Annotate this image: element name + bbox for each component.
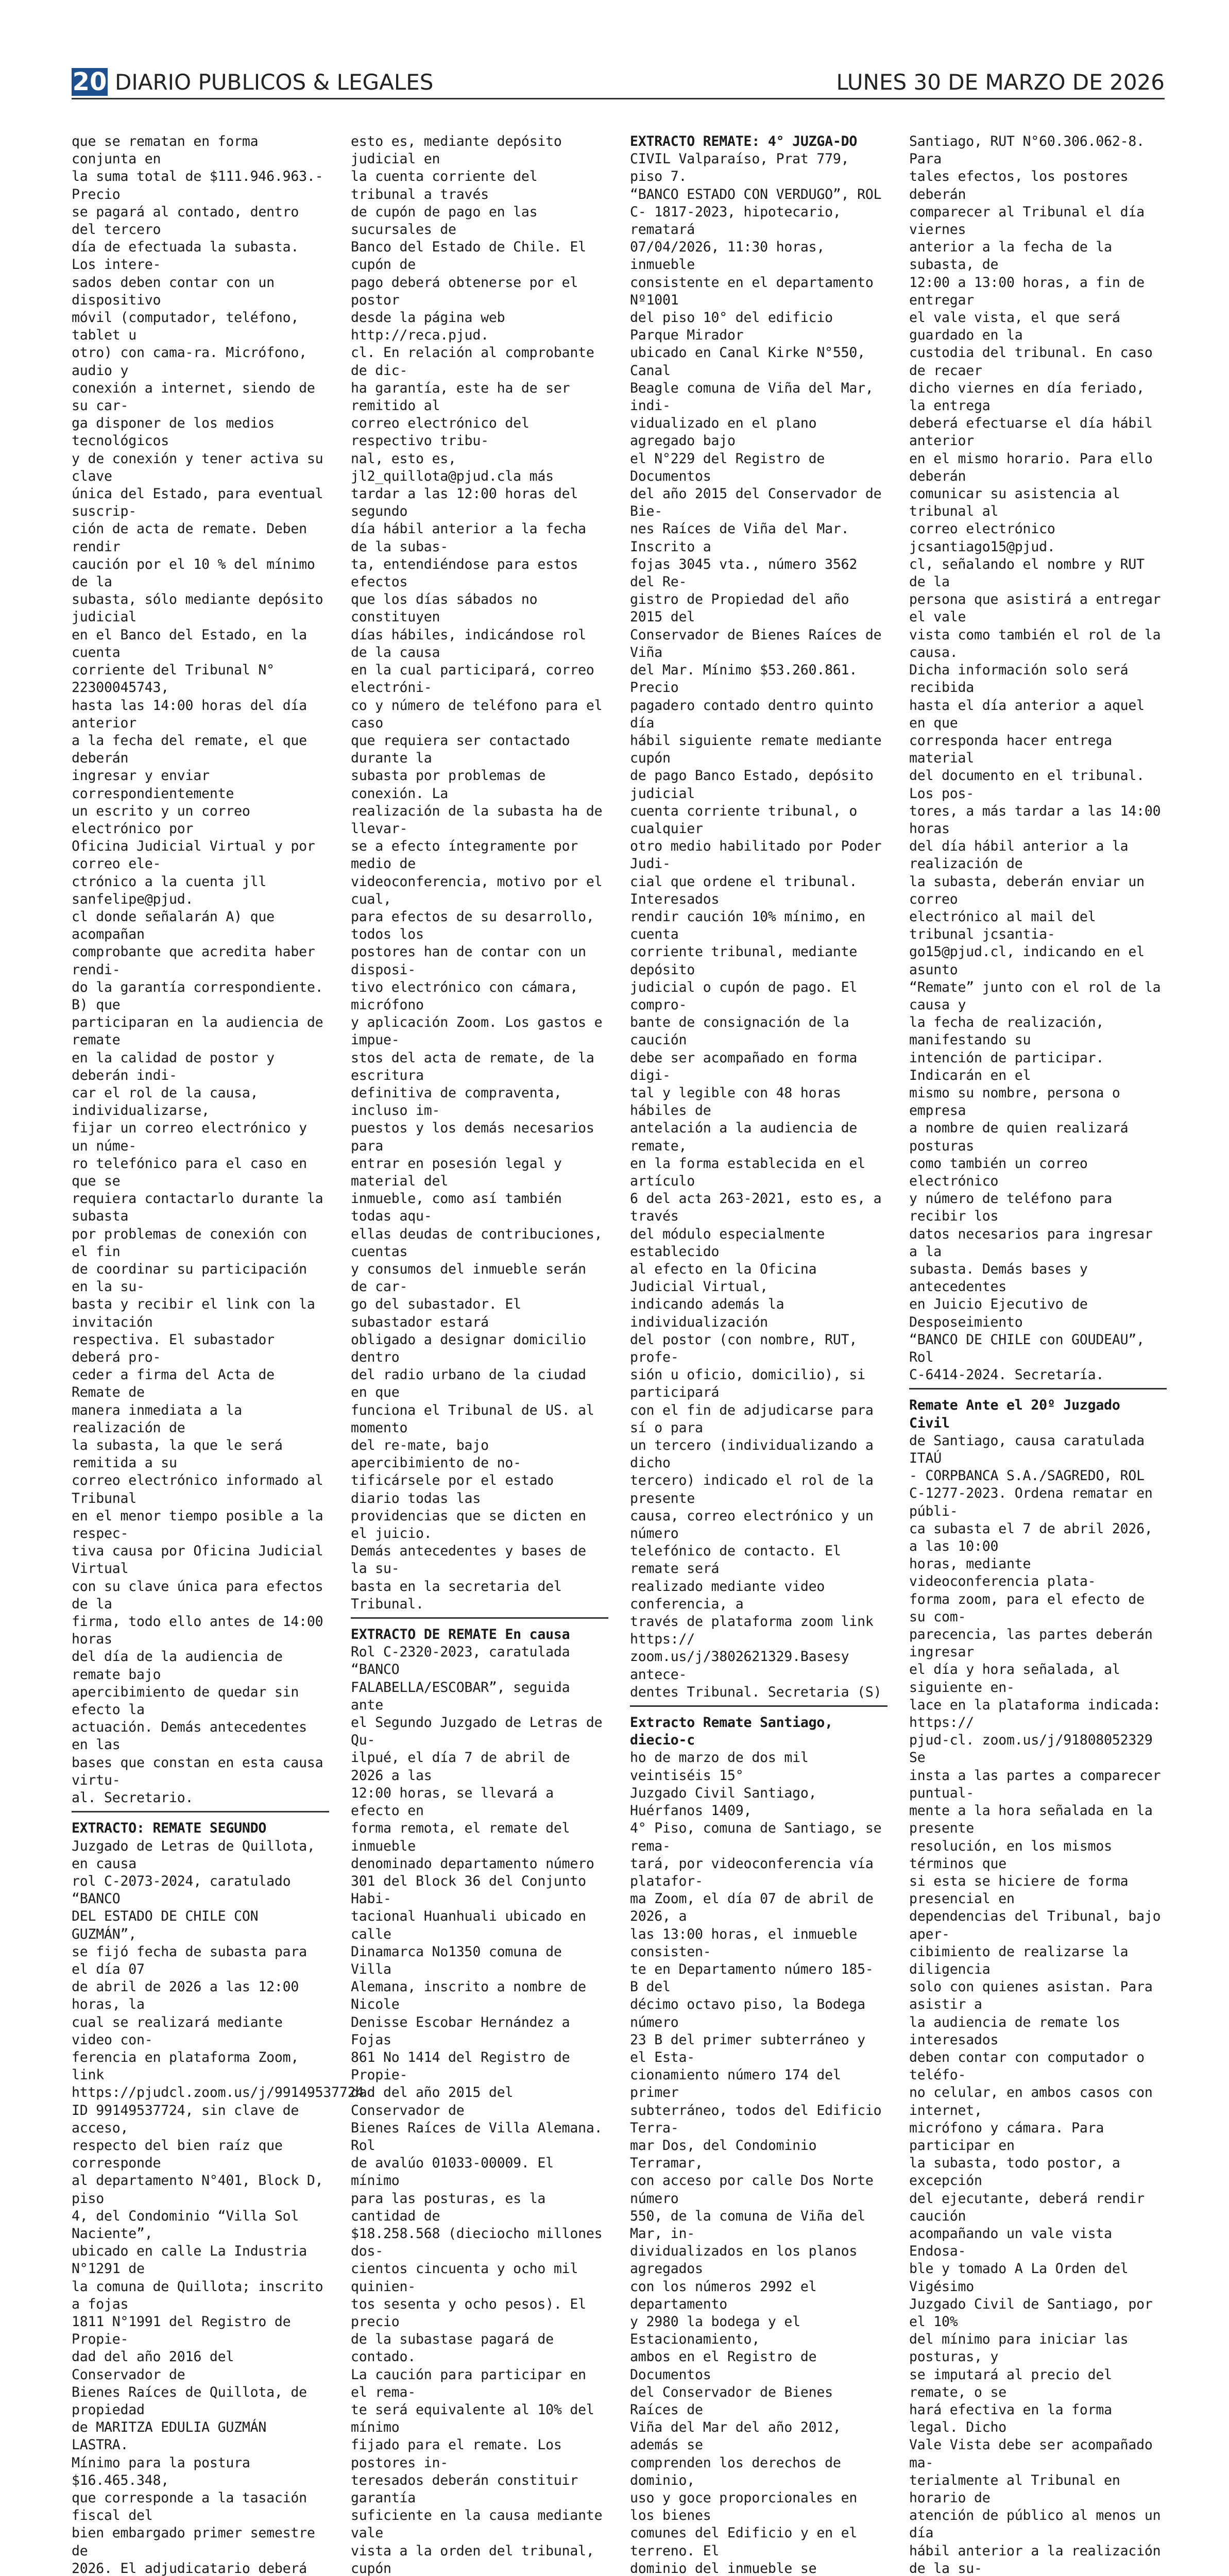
notice-continuation [351,133,608,1613]
notice-body: de Santiago, causa caratulada ITAÚ - CORPBANCA S.A./SAGREDO, ROL C-1277-2023. Ordena rematar en públi- ca subasta el 7 de abril 2026, a las 10:00 horas, mediante videoconferencia plata- forma zoom, para el efecto de su com- parecencia, las partes deberán ingresar el día y hora señalada, al siguiente en- lace en la plataforma indicada: https:// pjud-cl. zoom.us/j/91808052329 Se insta a las partes a comparecer puntual- mente a la hora señalada en la presente resolución, en los mismos términos que si esta se hiciere de forma presencial en dependencias del Tribunal, bajo aper- cibimiento de realizarse la diligencia solo con quienes asistan. Para asistir a la audiencia de remate los interesados deben contar con computador o teléfo- no celular, en ambos casos con internet, micrófono y cámara. Para participar en la subasta, todo postor, a excepción del ejecutante, deberá rendir caución acompañando un vale vista Endosa- ble y tomado A La Orden del Vigésimo Juzgado Civil de Santiago, por el 10% del mínimo para iniciar las posturas, y se imputará al precio del remate, o se hará efectiva en la forma legal. Dicho Vale Vista debe ser acompañado ma- terialmente al Tribunal en horario de atención de público al menos un día hábil anterior a la realización de la su- [909,1433,1160,2576]
notice-body: que se rematan en forma conjunta en la suma total de $111.946.963.- Precio se pagará al contado, dentro del tercero día de efectuada la subasta. Los intere- sados deben contar con un dispositivo móvil (computador, teléfono, tablet u otro) con cama-ra. Micrófono, audio y conexión a internet, siendo de su car- ga disponer de los medios tecnológicos y de conexión y tener activa su clave única del Estado, para eventual suscrip- ción de acta de remate. Deben rendir caución por el 10 % del mínimo de la subasta, sólo mediante depósito judicial en el Banco del Estado, en la cuenta corriente del Tribunal N° 22300045743, hasta las 14:00 horas del día anterior a la fecha del remate, el que deberán ingresar y enviar correspondientemente un escrito y un correo electrónico por Oficina Judicial Virtual y por correo ele- ctrónico a la cuenta jll sanfelipe@pjud. cl donde señalarán A) que acompañan comprobante que acredita haber rendi- do la garantía correspondiente. B) que participaran en la audiencia de remate en la calidad de postor y deberán indi- car el rol de la causa, individualizarse, fijar un correo electrónico y un núme- ro telefónico para el caso en que se requiera contactarlo durante la subasta por problemas de conexión con el fin de coordinar su participación en la su- basta y recibir el link con la invitación respectiva. El subastador deberá pro- ceder a firma del Acta de Remate de manera inmediata a la realización de la subasta, la que le será remitida a su correo electrónico informado al Tribunal en el menor tiempo posible a la respec- tiva causa por Oficina Judicial Virtual con su clave única para efectos de la firma, todo ello antes de 14:00 horas del día de la audiencia de remate bajo apercibimiento de quedar sin efecto la actuación. Demás antecedentes en las bases que constan en esta causa virtu- al. Secretario. [72,133,323,1806]
notice-body: Rol C-2320-2023, caratulada “BANCO FALABELLA/ESCOBAR”, seguida ante el Segundo Juzgado de Letras de Qu- ilpué, el día 7 de abril de 2026 a las 12:00 horas, se llevará a efecto en forma remota, el remate del inmueble denominado departamento número 301 del Block 36 del Conjunto Habi- tacional Huanhuali ubicado en calle Dinamarca No1350 comuna de Villa Alemana, inscrito a nombre de Nicole Denisse Escobar Hernández a Fojas 861 No 1414 del Registro de Propie- dad del año 2015 del Conservador de Bienes Raíces de Villa Alemana. Rol de avalúo 01033-00009. El mínimo para las posturas, es la cantidad de $18.258.568 (dieciocho millones dos- cientos cincuenta y ocho mil quinien- tos sesenta y ocho pesos). El precio de la subastase pagará de contado. La caución para participar en el rema- te será equivalente al 10% del mínimo fijado para el remate. Los postores in- teresados deberán constituir garantía suficiente en la causa mediante vale vista a la orden del tribunal, cupón [351,1644,602,2576]
notice-continuation [72,133,329,1807]
notice-continuation [909,133,1167,1384]
notice-title: EXTRACTO: REMATE SEGUNDO [72,1820,266,1836]
notice-body: ho de marzo de dos mil veintiséis 15° Juzgado Civil Santiago, Huérfanos 1409, 4° Piso, comuna de Santiago, se rema- tará, por videoconferencia vía platafor- ma Zoom, el día 07 de abril de 2026, a las 13:00 horas, el inmueble consisten- te en Departamento número 185- B del décimo octavo piso, la Bodega número 23 B del primer subterráneo y el Esta- cionamiento número 174 del primer subterráneo, todos del Edificio Terra- mar Dos, del Condominio Terramar, con acceso por calle Dos Norte número 550, de la comuna de Viña del Mar, in- dividualizados en los planos agregados con los números 2992 el departamento y 2980 la bodega y el Estacionamiento, ambos en el Registro de Documentos del Conservador de Bienes Raíces de Viña del Mar del año 2012, además se comprenden los derechos de dominio, uso y goce proporcionales en los bienes comunes del Edificio y en el terreno. El dominio del inmueble se [630,1750,881,2576]
notice [72,1820,329,2576]
notice-title: EXTRACTO DE REMATE En causa [351,1626,570,1642]
section-title: DIARIO PUBLICOS & LEGALES [115,69,433,96]
column-3 [630,133,887,1756]
issue-date: LUNES 30 DE MARZO DE 2026 [837,69,1165,96]
notice-body: CIVIL Valparaíso, Prat 779, piso 7. “BANCO ESTADO CON VERDUGO”, ROL C- 1817-2023, hipotecario, rematará 07/04/2026, 11:30 horas, inmueble consistente en el departamento Nº1001 del piso 10° del edificio Parque Mirador ubicado en Canal Kirke N°550, Canal Beagle comuna de Viña del Mar, indi- vidualizado en el plano agregado bajo el N°229 del Registro de Documentos del año 2015 del Conservador de Bie- nes Raíces de Viña del Mar. Inscrito a fojas 3045 vta., número 3562 del Re- gistro de Propiedad del año 2015 del Conservador de Bienes Raíces de Viña del Mar. Mínimo $53.260.861. Precio pagadero contado dentro quinto día hábil siguiente remate mediante cupón de pago Banco Estado, depósito judicial cuenta corriente tribunal, o cualquier otro medio habilitado por Poder Judi- cial que ordene el tribunal. Interesados rendir caución 10% mínimo, en cuenta corriente tribunal, mediante depósito judicial o cupón de pago. El compro- bante de consignación de la caución debe ser acompañado en forma digi- tal y legible con 48 horas hábiles de antelación a la audiencia de remate, en la forma establecida en el artículo 6 del acta 263-2021, esto es, a través del módulo especialmente establecido al efecto en la Oficina Judicial Virtual, indicando además la individualización del postor (con nombre, RUT, profe- sión u oficio, domicilio), si participará con el fin de adjudicarse para sí o para un tercero (individualizando a dicho tercero) indicado el rol de la presente causa, correo electrónico y un número telefónico de contacto. El remate será realizado mediante video conferencia, a través de plataforma zoom link https:// zoom.us/j/3802621329.Basesy antece- dentes Tribunal. Secretaria (S) [630,151,881,1700]
column-1 [72,133,329,1756]
notice-title: Remate Ante el 20º Juzgado Civil [909,1397,1120,1431]
notice-body: esto es, mediante depósito judicial en la cuenta corriente del tribunal a través de cupón de pago en las sucursales de Banco del Estado de Chile. El cupón de pago deberá obtenerse por el postor desde la página web http://reca.pjud. cl. En relación al comprobante de dic- ha garantía, este ha de ser remitido al correo electrónico del respectivo tribu- nal, esto es, jl2_quillota@pjud.cla más tardar a las 12:00 horas del segundo día hábil anterior a la fecha de la subas- ta, entendiéndose para estos efectos que los días sábados no constituyen días hábiles, indicándose rol de la causa en la cual participará, correo electróni- co y número de teléfono para el caso que requiera ser contactado durante la subasta por problemas de conexión. La realización de la subasta ha de llevar- se a efecto íntegramente por medio de videoconferencia, motivo por el cual, para efectos de su desarrollo, todos los postores han de contar con un disposi- tivo electrónico con cámara, micrófono y aplicación Zoom. Los gastos e impue- stos del acta de remate, de la escritura definitiva de compraventa, incluso im- puestos y los demás necesarios para entrar en posesión legal y material del inmueble, como así también todas aqu- ellas deudas de contribuciones, cuentas y consumos del inmueble serán de car- go del subastador. El subastador estará obligado a designar domicilio dentro del radio urbano de la ciudad en que funciona el Tribunal de US. al momento del re-mate, bajo apercibimiento de no- tificársele por el estado diario todas las providencias que se dicten en el juicio. Demás antecedentes y bases de la su- basta en la secretaria del Tribunal. [351,133,602,1612]
column-2 [351,133,608,1756]
notice-body: Juzgado de Letras de Quillota, en causa rol C-2073-2024, caratulado “BANCO DEL ESTADO DE CHILE CON GUZMÁN”, se fijó fecha de subasta para el día 07 de abril de 2026 a las 12:00 horas, la cual se realizará mediante video con- ferencia en plataforma Zoom, link https://pjudcl.zoom.us/j/99149537724 ID 99149537724, sin clave de acceso, respecto del bien raíz que corresponde al departamento N°401, Block D, piso 4, del Condominio “Villa Sol Naciente”, ubicado en calle La Industria N°1291 de la comuna de Quillota; inscrito a fojas 1811 N°1991 del Registro de Propie- dad del año 2016 del Conservador de Bienes Raíces de Quillota, de propiedad de MARITZA EDULIA GUZMÁN LASTRA. Mínimo para la postura $16.465.348, que corresponde a la tasación fiscal del bien embargado primer semestre de 2026. El adjudicatario deberá [72,1838,364,2576]
notice [630,133,887,1701]
notice [909,1397,1167,2576]
notice-separator [630,1705,887,1707]
notice [630,1714,887,2576]
notice-title: EXTRACTO REMATE: 4° JUZGA-DO [630,133,857,149]
notice-title: Extracto Remate Santiago, diecio-c [630,1715,833,1748]
column-4 [909,133,1167,1756]
header-rule [72,98,1165,99]
notice-separator [72,1811,329,1812]
notice [351,1626,608,2576]
page-header [72,64,1165,97]
notice-separator [909,1388,1167,1389]
notice-body: Santiago, RUT N°60.306.062-8. Para tales efectos, los postores deberán comparecer al Tribunal el día viernes anterior a la fecha de la subasta, de 12:00 a 13:00 horas, a fin de entregar el vale vista, el que será guardado en la custodia del tribunal. En caso de recaer dicho viernes en día feriado, la entrega deberá efectuarse el día hábil anterior en el mismo horario. Para ello deberán comunicar su asistencia al tribunal al correo electrónico jcsantiago15@pjud. cl, señalando el nombre y RUT de la persona que asistirá a entregar el vale vista como también el rol de la causa. Dicha información solo será recibida hasta el día anterior a aquel en que corresponda hacer entrega material del documento en el tribunal. Los pos- tores, a más tardar a las 14:00 horas del día hábil anterior a la realización de la subasta, deberán enviar un correo electrónico al mail del tribunal jcsantia- go15@pjud.cl, indicando en el asunto “Remate” junto con el rol de la causa y la fecha de realización, manifestando su intención de participar. Indicarán en el mismo su nombre, persona o empresa a nombre de quien realizará posturas como también un correo electrónico y número de teléfono para recibir los datos necesarios para ingresar a la subasta. Demás bases y antecedentes en Juicio Ejecutivo de Desposeimiento “BANCO DE CHILE con GOUDEAU”, Rol C-6414-2024. Secretaría. [909,133,1160,1383]
page-number: 20 [72,68,108,96]
notice-separator [351,1617,608,1619]
